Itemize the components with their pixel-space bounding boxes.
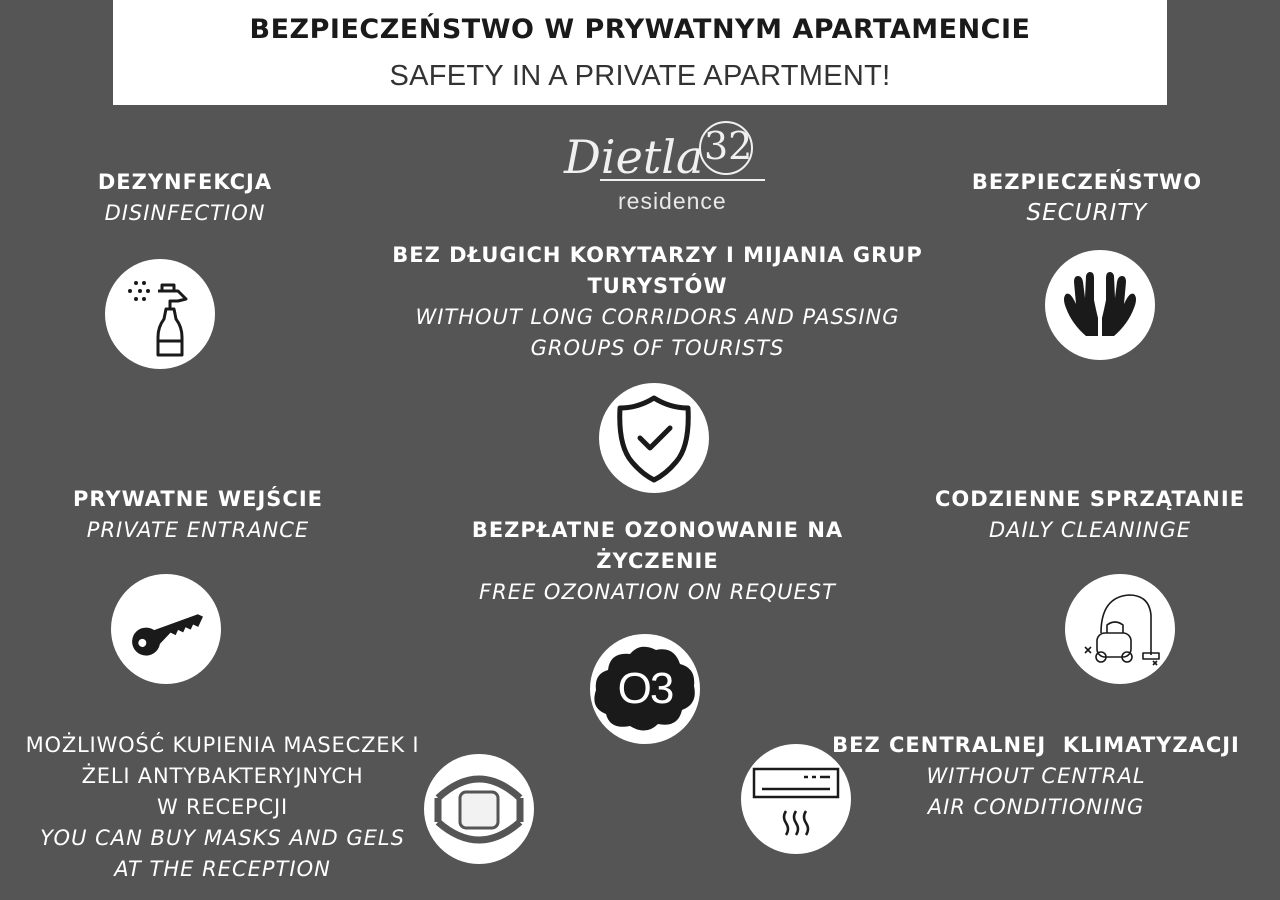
feature-cleaning bbox=[920, 484, 1260, 546]
dietla-logo bbox=[560, 118, 775, 218]
ozone-label: O3 bbox=[617, 664, 673, 713]
feature-subheading: WITHOUT LONG CORRIDORS AND PASSING bbox=[415, 305, 900, 329]
logo-script: Dietla bbox=[564, 130, 704, 184]
face-mask-icon bbox=[424, 754, 534, 864]
feature-subheading: YOU CAN BUY MASKS AND GELS bbox=[40, 826, 405, 850]
ozone-cloud-icon bbox=[590, 634, 700, 744]
feature-heading: ŻYCZENIE bbox=[596, 549, 719, 573]
feature-masks bbox=[5, 730, 440, 885]
header-banner bbox=[113, 0, 1167, 105]
feature-subheading: AT THE RECEPTION bbox=[114, 857, 331, 881]
feature-heading: MOŻLIWOŚĆ KUPIENIA MASECZEK I bbox=[25, 733, 420, 757]
feature-subheading: WITHOUT CENTRAL bbox=[926, 764, 1146, 788]
gloves-icon bbox=[1045, 250, 1155, 360]
feature-subheading: AIR CONDITIONING bbox=[927, 795, 1145, 819]
feature-subheading: FREE OZONATION ON REQUEST bbox=[479, 580, 836, 604]
logo-subtitle: residence bbox=[618, 188, 727, 214]
feature-heading: BEZ DŁUGICH KORYTARZY I MIJANIA GRUP bbox=[392, 243, 923, 267]
feature-subheading: DAILY CLEANINGE bbox=[988, 518, 1192, 542]
spray-bottle-icon bbox=[105, 259, 215, 369]
feature-heading: DEZYNFEKCJA bbox=[97, 170, 273, 194]
logo-number: 32 bbox=[704, 124, 753, 168]
feature-heading: PRYWATNE WEJŚCIE bbox=[72, 487, 324, 511]
feature-heading: ŻELI ANTYBAKTERYJNYCH bbox=[81, 764, 364, 788]
vacuum-cleaner-icon bbox=[1065, 574, 1175, 684]
feature-heading: W RECEPCJI bbox=[157, 795, 288, 819]
feature-corridors bbox=[360, 240, 955, 364]
feature-subheading: DISINFECTION bbox=[104, 201, 266, 225]
air-conditioner-icon bbox=[741, 744, 851, 854]
feature-heading: BEZ CENTRALNEJ KLIMATYZACJI bbox=[832, 733, 1240, 757]
title-polish: BEZPIECZEŃSTWO W PRYWATNYM APARTAMENCIE bbox=[249, 14, 1031, 45]
title-english: SAFETY IN A PRIVATE APARTMENT! bbox=[389, 60, 891, 92]
feature-heading: BEZPŁATNE OZONOWANIE NA bbox=[471, 518, 844, 542]
key-icon bbox=[111, 574, 221, 684]
feature-subheading: GROUPS OF TOURISTS bbox=[530, 336, 785, 360]
feature-disinfection bbox=[60, 167, 310, 229]
feature-entrance bbox=[48, 484, 348, 546]
feature-security bbox=[937, 167, 1237, 229]
feature-heading: BEZPIECZEŃSTWO bbox=[971, 170, 1203, 194]
feature-heading: TURYSTÓW bbox=[587, 274, 728, 298]
feature-subheading: SECURITY bbox=[1026, 200, 1148, 226]
feature-ozonation bbox=[440, 515, 875, 608]
feature-aircon bbox=[826, 730, 1246, 823]
feature-subheading: PRIVATE ENTRANCE bbox=[86, 518, 310, 542]
shield-check-icon bbox=[599, 383, 709, 493]
feature-heading: CODZIENNE SPRZĄTANIE bbox=[934, 487, 1246, 511]
